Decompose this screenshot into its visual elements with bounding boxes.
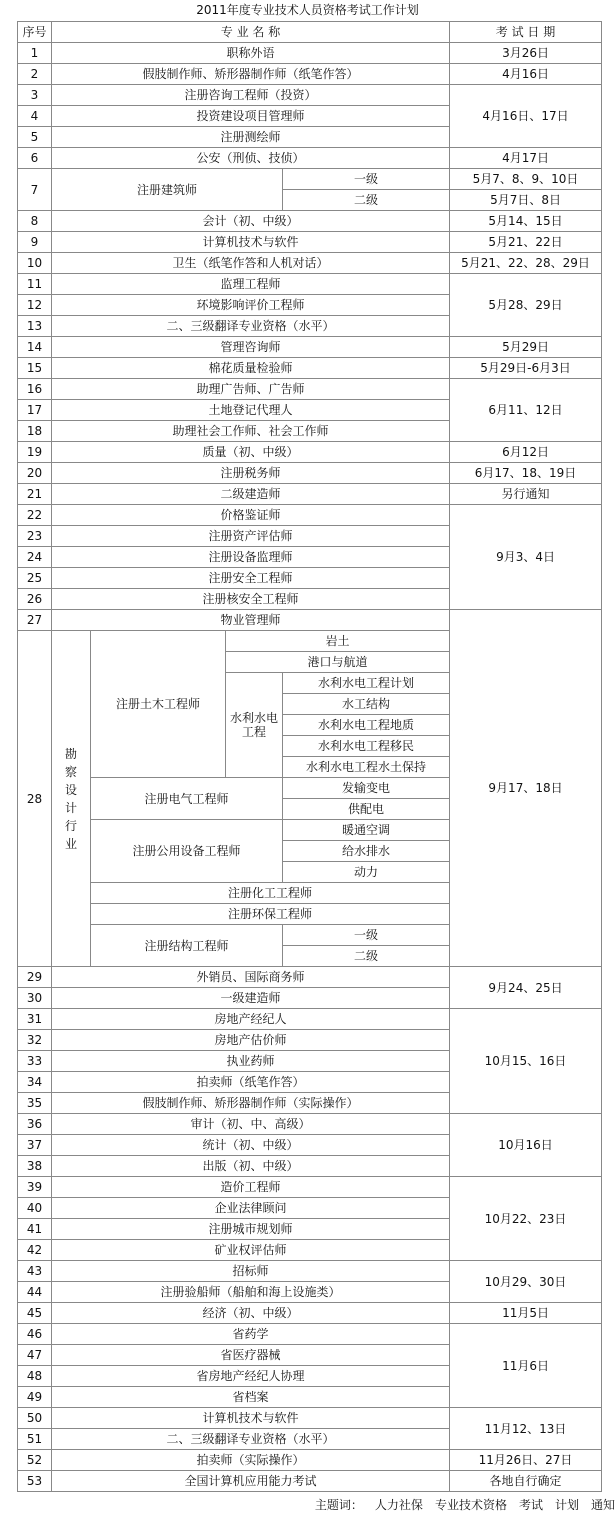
row-name: 一级建造师 [52, 988, 450, 1009]
row-no: 39 [18, 1177, 52, 1198]
row-no: 30 [18, 988, 52, 1009]
row-no: 22 [18, 505, 52, 526]
row-no: 49 [18, 1387, 52, 1408]
table-row [18, 211, 602, 232]
row-utility-item: 动力 [283, 862, 450, 883]
row-name: 公安（刑侦、技侦） [52, 148, 450, 169]
row-civil: 注册土木工程师 [91, 631, 226, 778]
row-environmental: 注册环保工程师 [91, 904, 450, 925]
row-no: 21 [18, 484, 52, 505]
row-no: 27 [18, 610, 52, 631]
row-no: 32 [18, 1030, 52, 1051]
row-name: 注册税务师 [52, 463, 450, 484]
table-row [18, 169, 602, 190]
row-no: 9 [18, 232, 52, 253]
row-date: 各地自行确定 [450, 1471, 602, 1492]
row-chemical: 注册化工工程师 [91, 883, 450, 904]
row-name: 注册城市规划师 [52, 1219, 450, 1240]
row-hydro-item: 水利水电工程移民 [283, 736, 450, 757]
row-no: 40 [18, 1198, 52, 1219]
row-port: 港口与航道 [226, 652, 450, 673]
row-no: 53 [18, 1471, 52, 1492]
row-date: 5月29日-6月3日 [450, 358, 602, 379]
row-name: 土地登记代理人 [52, 400, 450, 421]
row-name: 省档案 [52, 1387, 450, 1408]
row-name: 企业法律顾问 [52, 1198, 450, 1219]
keywords-footer [0, 1495, 615, 1515]
row-date: 4月16日、17日 [450, 85, 602, 148]
row-no: 45 [18, 1303, 52, 1324]
table-header-row [18, 22, 602, 43]
exam-schedule-table [17, 21, 602, 1492]
row-name: 注册咨询工程师（投资） [52, 85, 450, 106]
row-no: 26 [18, 589, 52, 610]
row-hydro-item: 水利水电工程水土保持 [283, 757, 450, 778]
row-name: 棉花质量检验师 [52, 358, 450, 379]
row-no: 3 [18, 85, 52, 106]
keyword: 考试 [518, 1498, 543, 1512]
row-date: 5月7、8、9、10日 [450, 169, 602, 190]
table-row [18, 43, 602, 64]
row-date: 6月12日 [450, 442, 602, 463]
row-no: 46 [18, 1324, 52, 1345]
row-name: 助理社会工作师、社会工作师 [52, 421, 450, 442]
row-name: 物业管理师 [52, 610, 450, 631]
row-name: 卫生（纸笔作答和人机对话） [52, 253, 450, 274]
row-date: 5月21、22日 [450, 232, 602, 253]
row-name: 经济（初、中级） [52, 1303, 450, 1324]
row-no: 41 [18, 1219, 52, 1240]
row-no: 28 [18, 631, 52, 967]
table-row [18, 1408, 602, 1429]
row-name: 全国计算机应用能力考试 [52, 1471, 450, 1492]
row-date: 9月17、18日 [450, 610, 602, 967]
row-date: 10月22、23日 [450, 1177, 602, 1261]
row-date: 11月26日、27日 [450, 1450, 602, 1471]
keyword: 专业技术资格 [434, 1498, 507, 1512]
row-name: 统计（初、中级） [52, 1135, 450, 1156]
row-name: 计算机技术与软件 [52, 1408, 450, 1429]
row-name: 出版（初、中级） [52, 1156, 450, 1177]
row-electric-item: 供配电 [283, 799, 450, 820]
row-no: 35 [18, 1093, 52, 1114]
row-name: 价格鉴证师 [52, 505, 450, 526]
row-name: 投资建设项目管理师 [52, 106, 450, 127]
table-row [18, 64, 602, 85]
row-name: 招标师 [52, 1261, 450, 1282]
row-no: 47 [18, 1345, 52, 1366]
row-date: 5月28、29日 [450, 274, 602, 337]
row-name: 注册验船师（船舶和海上设施类） [52, 1282, 450, 1303]
row-geo: 岩土 [226, 631, 450, 652]
row-name: 注册测绘师 [52, 127, 450, 148]
row-date: 另行通知 [450, 484, 602, 505]
row-name: 房地产估价师 [52, 1030, 450, 1051]
row-name: 拍卖师（实际操作） [52, 1450, 450, 1471]
row-date: 5月14、15日 [450, 211, 602, 232]
table-row [18, 232, 602, 253]
table-row [18, 1324, 602, 1345]
table-row [18, 1177, 602, 1198]
table-row [18, 1009, 602, 1030]
table-row [18, 463, 602, 484]
row-name: 外销员、国际商务师 [52, 967, 450, 988]
row-name: 职称外语 [52, 43, 450, 64]
row-no: 4 [18, 106, 52, 127]
row-no: 8 [18, 211, 52, 232]
keyword: 计划 [554, 1498, 579, 1512]
table-row [18, 610, 602, 631]
row-electric-item: 发输变电 [283, 778, 450, 799]
row-date: 10月29、30日 [450, 1261, 602, 1303]
table-row [18, 1303, 602, 1324]
row-no: 33 [18, 1051, 52, 1072]
row-no: 42 [18, 1240, 52, 1261]
row-date: 4月16日 [450, 64, 602, 85]
row-no: 36 [18, 1114, 52, 1135]
header-name: 专 业 名 称 [52, 22, 450, 43]
row-hydro-item: 水利水电工程地质 [283, 715, 450, 736]
row-no: 51 [18, 1429, 52, 1450]
row-name: 矿业权评估师 [52, 1240, 450, 1261]
row-date: 10月15、16日 [450, 1009, 602, 1114]
row-name: 房地产经纪人 [52, 1009, 450, 1030]
row-name: 假肢制作师、矫形器制作师（实际操作） [52, 1093, 450, 1114]
table-row [18, 1261, 602, 1282]
row-no: 18 [18, 421, 52, 442]
table-row [18, 484, 602, 505]
row-name: 监理工程师 [52, 274, 450, 295]
table-row [18, 358, 602, 379]
row-date: 3月26日 [450, 43, 602, 64]
row-no: 23 [18, 526, 52, 547]
table-row [18, 148, 602, 169]
row-date: 11月12、13日 [450, 1408, 602, 1450]
row-name: 拍卖师（纸笔作答） [52, 1072, 450, 1093]
row-no: 13 [18, 316, 52, 337]
row-name: 二、三级翻译专业资格（水平） [52, 1429, 450, 1450]
row-hydro: 水利水电工程 [226, 673, 283, 778]
row-no: 38 [18, 1156, 52, 1177]
table-row [18, 379, 602, 400]
row-structural-item: 一级 [283, 925, 450, 946]
row-no: 20 [18, 463, 52, 484]
row-no: 50 [18, 1408, 52, 1429]
row-no: 48 [18, 1366, 52, 1387]
row-no: 34 [18, 1072, 52, 1093]
row-sub: 二级 [283, 190, 450, 211]
row-utility: 注册公用设备工程师 [91, 820, 283, 883]
table-row [18, 442, 602, 463]
row-structural-item: 二级 [283, 946, 450, 967]
row-utility-item: 暖通空调 [283, 820, 450, 841]
row-no: 24 [18, 547, 52, 568]
row-date: 6月17、18、19日 [450, 463, 602, 484]
header-date: 考 试 日 期 [450, 22, 602, 43]
row-no: 16 [18, 379, 52, 400]
table-row [18, 85, 602, 106]
row-name: 二级建造师 [52, 484, 450, 505]
row-no: 11 [18, 274, 52, 295]
row-name: 质量（初、中级） [52, 442, 450, 463]
row-name: 审计（初、中、高级） [52, 1114, 450, 1135]
row-date: 10月16日 [450, 1114, 602, 1177]
row-no: 15 [18, 358, 52, 379]
row-name: 假肢制作师、矫形器制作师（纸笔作答） [52, 64, 450, 85]
row-no: 7 [18, 169, 52, 211]
keywords-label: 主题词： [314, 1498, 363, 1512]
row-name: 注册安全工程师 [52, 568, 450, 589]
row-name: 注册资产评估师 [52, 526, 450, 547]
row-no: 25 [18, 568, 52, 589]
row-date: 5月7日、8日 [450, 190, 602, 211]
keyword: 通知 [590, 1498, 615, 1512]
row-no: 6 [18, 148, 52, 169]
row-date: 9月24、25日 [450, 967, 602, 1009]
row-name: 二、三级翻译专业资格（水平） [52, 316, 450, 337]
page-title: 2011年度专业技术人员资格考试工作计划 [196, 3, 419, 17]
row-name: 助理广告师、广告师 [52, 379, 450, 400]
row-no: 12 [18, 295, 52, 316]
row-utility-item: 给水排水 [283, 841, 450, 862]
row-date: 5月21、22、28、29日 [450, 253, 602, 274]
row-no: 29 [18, 967, 52, 988]
row-date: 9月3、4日 [450, 505, 602, 610]
table-row [18, 1114, 602, 1135]
table-row [18, 967, 602, 988]
row-no: 19 [18, 442, 52, 463]
row-name: 注册建筑师 [52, 169, 283, 211]
table-row [18, 274, 602, 295]
row-name: 注册核安全工程师 [52, 589, 450, 610]
row-structural: 注册结构工程师 [91, 925, 283, 967]
row-name: 管理咨询师 [52, 337, 450, 358]
row-date: 6月11、12日 [450, 379, 602, 442]
row-no: 5 [18, 127, 52, 148]
row-date: 4月17日 [450, 148, 602, 169]
row-no: 2 [18, 64, 52, 85]
row-no: 10 [18, 253, 52, 274]
row-no: 43 [18, 1261, 52, 1282]
row-date: 11月6日 [450, 1324, 602, 1408]
row-name: 计算机技术与软件 [52, 232, 450, 253]
row-no: 37 [18, 1135, 52, 1156]
header-no: 序号 [18, 22, 52, 43]
row-hydro-item: 水工结构 [283, 694, 450, 715]
table-row [18, 1450, 602, 1471]
row-name: 省药学 [52, 1324, 450, 1345]
row-no: 1 [18, 43, 52, 64]
row-no: 31 [18, 1009, 52, 1030]
row-name: 省医疗器械 [52, 1345, 450, 1366]
row-hydro-item: 水利水电工程计划 [283, 673, 450, 694]
table-row [18, 337, 602, 358]
row-name: 注册设备监理师 [52, 547, 450, 568]
table-row [18, 1471, 602, 1492]
row-name: 环境影响评价工程师 [52, 295, 450, 316]
row-name: 造价工程师 [52, 1177, 450, 1198]
table-row [18, 253, 602, 274]
keyword: 人力社保 [374, 1498, 423, 1512]
row-no: 14 [18, 337, 52, 358]
table-row [18, 505, 602, 526]
row-sub: 一级 [283, 169, 450, 190]
row-name: 执业药师 [52, 1051, 450, 1072]
row-name: 省房地产经纪人协理 [52, 1366, 450, 1387]
row-date: 11月5日 [450, 1303, 602, 1324]
row-no: 44 [18, 1282, 52, 1303]
row-no: 17 [18, 400, 52, 421]
row-category: 勘察设计行业 [52, 631, 91, 967]
row-name: 会计（初、中级） [52, 211, 450, 232]
row-electric: 注册电气工程师 [91, 778, 283, 820]
row-no: 52 [18, 1450, 52, 1471]
row-date: 5月29日 [450, 337, 602, 358]
